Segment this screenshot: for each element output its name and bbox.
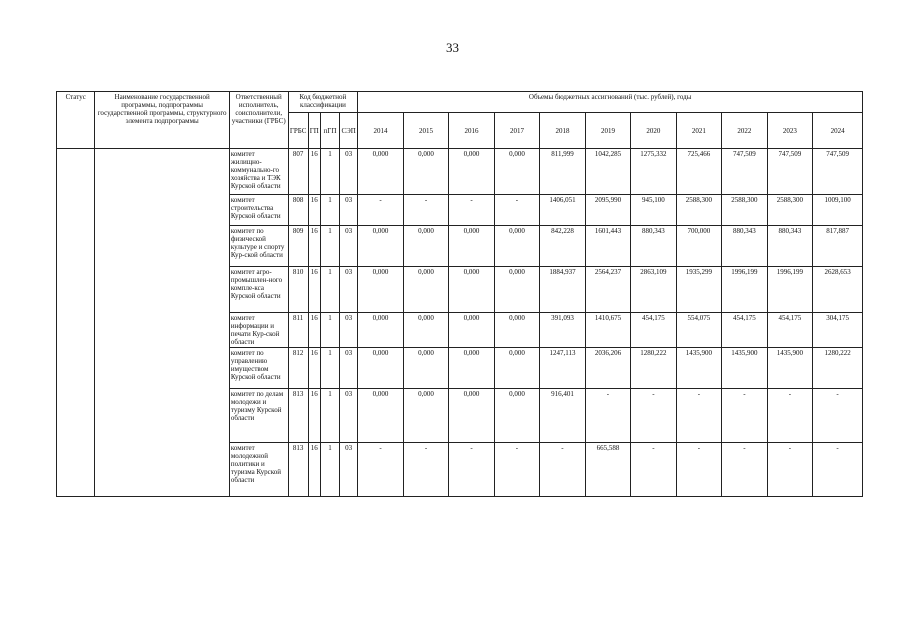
value-cell: 391,093 (540, 313, 585, 348)
value-cell: 2036,206 (585, 348, 630, 389)
value-cell: 2588,300 (767, 195, 812, 226)
header-year: 2023 (767, 113, 812, 149)
code-cell: 813 (288, 389, 308, 443)
value-cell: 0,000 (494, 267, 539, 313)
value-cell: - (813, 389, 863, 443)
code-cell: 16 (308, 226, 320, 267)
program-name-cell (95, 149, 229, 497)
value-cell: 0,000 (358, 267, 403, 313)
value-cell: - (585, 389, 630, 443)
code-cell: 16 (308, 149, 320, 195)
value-cell: - (403, 443, 448, 497)
header-year: 2020 (631, 113, 676, 149)
value-cell: 0,000 (449, 389, 494, 443)
value-cell: 0,000 (449, 267, 494, 313)
code-cell: 03 (340, 149, 358, 195)
header-code-sep: СЭП (340, 113, 358, 149)
value-cell: 0,000 (358, 226, 403, 267)
code-cell: 809 (288, 226, 308, 267)
value-cell: 2095,990 (585, 195, 630, 226)
value-cell: 0,000 (449, 149, 494, 195)
value-cell: 0,000 (494, 348, 539, 389)
executor-cell: комитет информации и печати Кур-ской области (229, 313, 288, 348)
value-cell: 880,343 (767, 226, 812, 267)
value-cell: 454,175 (722, 313, 767, 348)
value-cell: 2588,300 (722, 195, 767, 226)
value-cell: 747,509 (767, 149, 812, 195)
value-cell: - (722, 443, 767, 497)
value-cell: 880,343 (722, 226, 767, 267)
header-status: Статус (57, 92, 95, 149)
header-year: 2022 (722, 113, 767, 149)
code-cell: 1 (320, 443, 339, 497)
value-cell: 747,509 (722, 149, 767, 195)
value-cell: 1009,100 (813, 195, 863, 226)
header-program-name: Наименование государственной программы, подпрограммы государственной программы, структурного элемента подпрограммы (95, 92, 229, 149)
page-number: 33 (446, 40, 459, 55)
code-cell: 16 (308, 348, 320, 389)
executor-cell: комитет молодежной политики и туризма Курской области (229, 443, 288, 497)
value-cell: 1247,113 (540, 348, 585, 389)
value-cell: 700,000 (676, 226, 721, 267)
code-cell: 1 (320, 267, 339, 313)
value-cell: - (449, 443, 494, 497)
value-cell: - (403, 195, 448, 226)
header-year: 2016 (449, 113, 494, 149)
code-cell: 16 (308, 389, 320, 443)
value-cell: - (449, 195, 494, 226)
executor-cell: комитет по физической культуре и спорту Кур-ской области (229, 226, 288, 267)
header-responsible: Ответственный исполнитель, соисполнители, участники (ГРБС) (229, 92, 288, 149)
status-cell (57, 149, 95, 497)
value-cell: 454,175 (631, 313, 676, 348)
value-cell: 304,175 (813, 313, 863, 348)
code-cell: 16 (308, 267, 320, 313)
value-cell: 0,000 (403, 149, 448, 195)
header-volumes: Объемы бюджетных ассигнований (тыс. рублей), годы (358, 92, 863, 113)
value-cell: 0,000 (494, 313, 539, 348)
code-cell: 03 (340, 195, 358, 226)
value-cell: 1884,937 (540, 267, 585, 313)
value-cell: 0,000 (403, 348, 448, 389)
value-cell: 1410,675 (585, 313, 630, 348)
code-cell: 03 (340, 389, 358, 443)
code-cell: 03 (340, 443, 358, 497)
value-cell: 454,175 (767, 313, 812, 348)
value-cell: 0,000 (494, 226, 539, 267)
value-cell: 0,000 (358, 149, 403, 195)
value-cell: 1275,332 (631, 149, 676, 195)
value-cell: 2564,237 (585, 267, 630, 313)
value-cell: 1996,199 (722, 267, 767, 313)
value-cell: - (358, 443, 403, 497)
executor-cell: комитет жилищно-коммунально-го хозяйства и ТЭК Курской области (229, 149, 288, 195)
code-cell: 03 (340, 313, 358, 348)
value-cell: - (494, 443, 539, 497)
value-cell: 0,000 (403, 313, 448, 348)
code-cell: 16 (308, 313, 320, 348)
executor-cell: комитет строительства Курской области (229, 195, 288, 226)
table-row (57, 149, 863, 195)
value-cell: 1280,222 (631, 348, 676, 389)
value-cell: - (676, 443, 721, 497)
value-cell: 1935,299 (676, 267, 721, 313)
code-cell: 813 (288, 443, 308, 497)
value-cell: 1601,443 (585, 226, 630, 267)
header-year: 2017 (494, 113, 539, 149)
value-cell: 725,466 (676, 149, 721, 195)
code-cell: 03 (340, 226, 358, 267)
value-cell: - (358, 195, 403, 226)
code-cell: 03 (340, 267, 358, 313)
code-cell: 1 (320, 149, 339, 195)
header-row-top (57, 92, 863, 113)
code-cell: 811 (288, 313, 308, 348)
value-cell: 0,000 (403, 226, 448, 267)
value-cell: 811,999 (540, 149, 585, 195)
code-cell: 03 (340, 348, 358, 389)
value-cell: 2628,653 (813, 267, 863, 313)
code-cell: 1 (320, 313, 339, 348)
value-cell: - (494, 195, 539, 226)
value-cell: - (631, 443, 676, 497)
value-cell: 0,000 (494, 389, 539, 443)
value-cell: - (540, 443, 585, 497)
header-year: 2018 (540, 113, 585, 149)
budget-table (56, 91, 863, 497)
executor-cell: комитет агро-промышлен-ного компле-кса Курской области (229, 267, 288, 313)
value-cell: 916,401 (540, 389, 585, 443)
value-cell: 0,000 (494, 149, 539, 195)
header-year: 2021 (676, 113, 721, 149)
value-cell: - (767, 389, 812, 443)
value-cell: - (767, 443, 812, 497)
value-cell: 2588,300 (676, 195, 721, 226)
code-cell: 1 (320, 389, 339, 443)
value-cell: 842,228 (540, 226, 585, 267)
header-code-pgp: пГП (320, 113, 339, 149)
executor-cell: комитет по делам молодежи и туризму Курской области (229, 389, 288, 443)
code-cell: 16 (308, 195, 320, 226)
code-cell: 812 (288, 348, 308, 389)
value-cell: 1435,900 (767, 348, 812, 389)
header-year: 2015 (403, 113, 448, 149)
value-cell: - (631, 389, 676, 443)
header-year: 2014 (358, 113, 403, 149)
value-cell: 0,000 (449, 348, 494, 389)
code-cell: 807 (288, 149, 308, 195)
value-cell: 1042,285 (585, 149, 630, 195)
value-cell: 1435,900 (676, 348, 721, 389)
executor-cell: комитет по управлению имуществом Курской области (229, 348, 288, 389)
value-cell: 665,588 (585, 443, 630, 497)
value-cell: 0,000 (403, 389, 448, 443)
header-code-grbs: ГРБС (288, 113, 308, 149)
header-code-gp: ГП (308, 113, 320, 149)
value-cell: 554,075 (676, 313, 721, 348)
value-cell: 1996,199 (767, 267, 812, 313)
value-cell: 945,100 (631, 195, 676, 226)
value-cell: 747,509 (813, 149, 863, 195)
value-cell: 0,000 (358, 348, 403, 389)
value-cell: 0,000 (449, 313, 494, 348)
value-cell: 0,000 (358, 389, 403, 443)
code-cell: 1 (320, 195, 339, 226)
value-cell: 817,887 (813, 226, 863, 267)
value-cell: 0,000 (449, 226, 494, 267)
header-classification: Код бюджетной классификации (288, 92, 358, 113)
value-cell: 1280,222 (813, 348, 863, 389)
code-cell: 808 (288, 195, 308, 226)
header-year: 2019 (585, 113, 630, 149)
code-cell: 810 (288, 267, 308, 313)
value-cell: - (676, 389, 721, 443)
value-cell: 0,000 (358, 313, 403, 348)
value-cell: 880,343 (631, 226, 676, 267)
value-cell: - (722, 389, 767, 443)
code-cell: 1 (320, 348, 339, 389)
value-cell: - (813, 443, 863, 497)
code-cell: 1 (320, 226, 339, 267)
value-cell: 1435,900 (722, 348, 767, 389)
value-cell: 1406,051 (540, 195, 585, 226)
value-cell: 0,000 (403, 267, 448, 313)
value-cell: 2863,109 (631, 267, 676, 313)
code-cell: 16 (308, 443, 320, 497)
header-year: 2024 (813, 113, 863, 149)
